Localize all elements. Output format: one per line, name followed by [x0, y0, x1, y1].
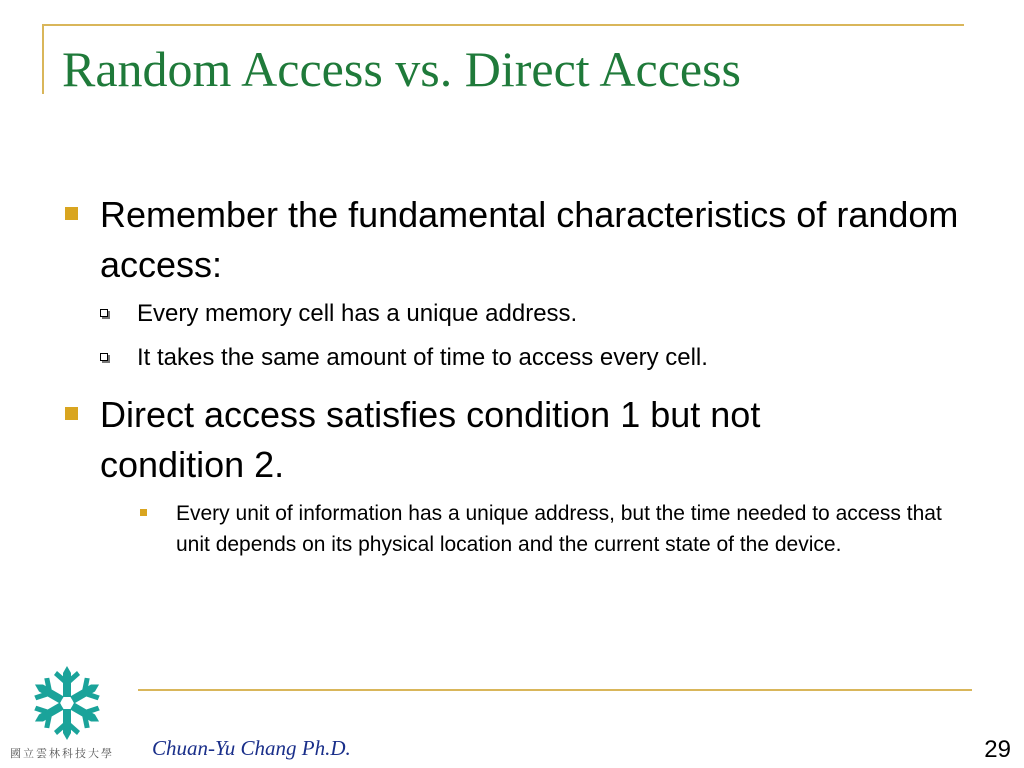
- square-bullet-icon: [65, 207, 78, 220]
- author-name: Chuan-Yu Chang Ph.D.: [152, 736, 351, 760]
- bullet-text: Remember the fundamental characteristics of random access:: [100, 194, 959, 285]
- subbullet-text: Every memory cell has a unique address.: [137, 300, 578, 327]
- university-name: 國立雲林科技大學: [10, 748, 114, 760]
- subbullet-text: It takes the same amount of time to access every cell.: [137, 344, 708, 371]
- snowflake-logo-icon: [22, 664, 112, 742]
- top-border-line: [42, 24, 964, 26]
- hollow-square-bullet-icon: [100, 309, 108, 317]
- subbullet-text: Every unit of information has a unique address, but the time needed to access that unit depends on its physical location and the current state of the device.: [176, 502, 942, 556]
- hollow-square-bullet-icon: [100, 353, 108, 361]
- left-border-line: [42, 24, 44, 94]
- slide-title: Random Access vs. Direct Access: [62, 41, 742, 97]
- page-number: 29: [984, 736, 1011, 763]
- square-bullet-icon: [140, 509, 147, 516]
- bullet-text: Direct access satisfies condition 1 but not condition 2.: [100, 394, 761, 485]
- footer-divider: [138, 689, 972, 691]
- square-bullet-icon: [65, 407, 78, 420]
